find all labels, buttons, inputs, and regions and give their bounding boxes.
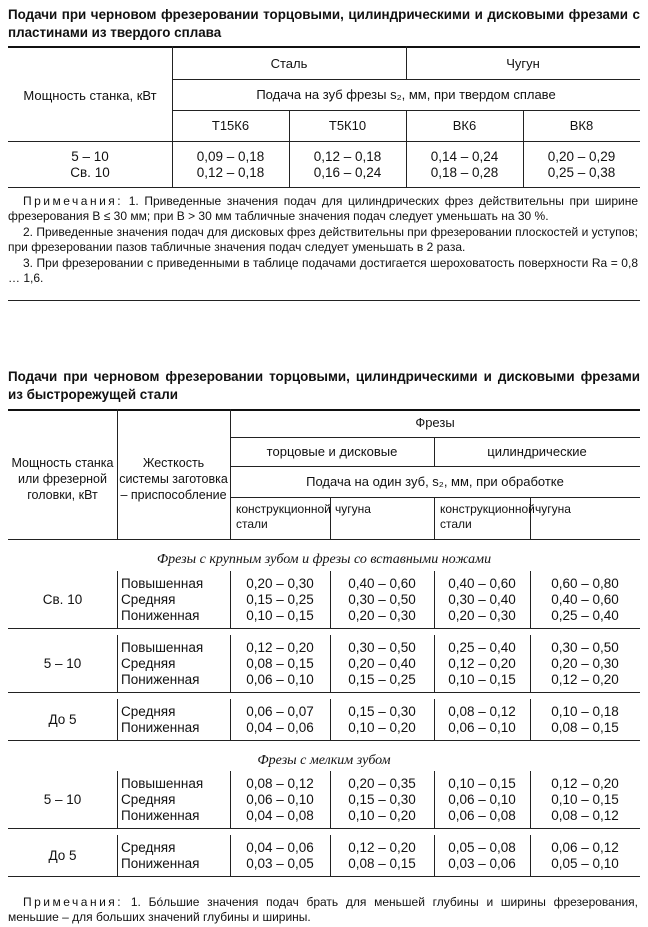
- table2-group-rule: [8, 740, 640, 741]
- notes-label: Примечания:: [23, 194, 124, 208]
- table2-value-cell: 0,10 – 0,15: [448, 776, 516, 791]
- table2-value-cell: 0,10 – 0,15: [246, 608, 314, 623]
- table2-header-castiron: чугуна: [535, 502, 571, 516]
- table1-end-rule: [8, 300, 640, 301]
- table2-value-cell: 0,12 – 0,20: [551, 672, 619, 687]
- table2-value-cell: 0,20 – 0,30: [551, 656, 619, 671]
- table1-top-rule: [8, 46, 640, 48]
- table2-value-cell: 0,06 – 0,10: [246, 792, 314, 807]
- table2-values-column: [330, 640, 434, 688]
- table2-rigidity-cell: Средняя: [121, 704, 176, 719]
- table2-rigidity-cell: Повышенная: [121, 576, 204, 591]
- table2-power-cell: 5 – 10: [43, 656, 82, 671]
- table2-col-line: [117, 571, 118, 628]
- table1-cell: 0,14 – 0,24: [430, 149, 499, 164]
- table2-rigidity-cell: Пониженная: [121, 808, 200, 823]
- table2-header-cylindrical: цилиндрические: [487, 444, 587, 459]
- table2-value-cell: 0,10 – 0,15: [448, 672, 516, 687]
- table2-value-cell: 0,30 – 0,50: [551, 640, 619, 655]
- table2-values-column: [330, 776, 434, 824]
- table2-values-column: [434, 704, 530, 736]
- table2-values-column: [530, 640, 640, 688]
- note-3: 3. При фрезеровании с приведенными в таблице подачами достигается шероховатость поверхности Ra = 0,8 … 1,6.: [8, 255, 638, 286]
- table2-power-cell: Св. 10: [42, 592, 83, 607]
- table2-value-cell: 0,05 – 0,08: [448, 840, 516, 855]
- table2-value-cell: 0,15 – 0,25: [246, 592, 314, 607]
- table1-cell: 0,12 – 0,18: [313, 149, 382, 164]
- table1-cell: Св. 10: [70, 165, 110, 180]
- table1-cell: 0,18 – 0,28: [430, 165, 499, 180]
- table2-values-column: [330, 576, 434, 624]
- table2-value-cell: 0,08 – 0,15: [551, 720, 619, 735]
- table1-bottom-rule: [8, 187, 640, 188]
- table1-title: Подачи при черновом фрезеровании торцовыми, цилиндрическими и дисковыми фрезами с пластинами из твердого сплава: [8, 7, 640, 40]
- table2-values-column: [330, 840, 434, 872]
- table2-rule: [230, 466, 640, 467]
- table2-value-cell: 0,08 – 0,15: [246, 656, 314, 671]
- table2-rigidity-cell: Средняя: [121, 840, 176, 855]
- table2-value-cell: 0,06 – 0,10: [448, 792, 516, 807]
- table2-header-bottom-rule: [8, 539, 640, 540]
- table1-header-steel: Сталь: [270, 56, 308, 71]
- table2-group-rule: [8, 876, 640, 877]
- table2-value-cell: 0,10 – 0,20: [348, 808, 416, 823]
- table2-value-cell: 0,20 – 0,30: [448, 608, 516, 623]
- table2-header-struct-steel: конструкционной стали: [236, 502, 331, 531]
- note-1: 1. Бóльшие значения подач брать для меньшей глубины и ширины фрезерования, меньшие – для больших значений глубины и ширины.: [8, 895, 638, 925]
- table2-header-cutters: Фрезы: [415, 415, 455, 430]
- table2-value-cell: 0,60 – 0,80: [551, 576, 619, 591]
- table2-rigidity-cell: Повышенная: [121, 776, 204, 791]
- table2-values-column: [530, 704, 640, 736]
- note-2: 2. Приведенные значения подач для дисковых фрез действительны при фрезеровании плоскостей и уступов; при фрезеровании пазов табличные значения подач следует уменьшать в 2 раза.: [8, 224, 638, 255]
- table2-rigidity-column: [121, 640, 203, 688]
- table2-rigidity-column: [121, 840, 199, 872]
- table2-value-cell: 0,40 – 0,60: [348, 576, 416, 591]
- table2-rule: [230, 437, 640, 438]
- table2-value-cell: 0,03 – 0,05: [246, 856, 314, 871]
- table2-value-cell: 0,25 – 0,40: [448, 640, 516, 655]
- table1-cell: 0,16 – 0,24: [313, 165, 382, 180]
- table1-grade: ВК8: [569, 118, 594, 133]
- table2-value-cell: 0,06 – 0,08: [448, 808, 516, 823]
- table2-value-cell: 0,12 – 0,20: [246, 640, 314, 655]
- table1-grade: ВК6: [452, 118, 477, 133]
- table1-values-column: [289, 149, 406, 181]
- table2-header-feed: Подача на один зуб, s₂, мм, при обработке: [306, 474, 564, 489]
- table2-value-cell: 0,06 – 0,07: [246, 704, 314, 719]
- table2-value-cell: 0,12 – 0,20: [348, 840, 416, 855]
- table1-header-bottom-rule: [8, 141, 640, 142]
- table2-rigidity-cell: Пониженная: [121, 720, 200, 735]
- section-heading-coarse: Фрезы с крупным зубом и фрезы со вставными ножами: [156, 552, 492, 567]
- table2-value-cell: 0,15 – 0,30: [348, 704, 416, 719]
- table2-value-cell: 0,04 – 0,06: [246, 720, 314, 735]
- table2-values-column: [434, 776, 530, 824]
- table2-values-column: [230, 776, 330, 824]
- table2-header-struct-steel: конструкционной стали: [440, 502, 535, 531]
- table1-cell: 0,09 – 0,18: [196, 149, 265, 164]
- table1-cell: 5 – 10: [71, 149, 109, 164]
- table2-notes: [8, 895, 638, 926]
- table2-rigidity-cell: Средняя: [121, 792, 176, 807]
- section-heading-fine: Фрезы с мелким зубом: [257, 753, 391, 768]
- table1-values-column: [172, 149, 289, 181]
- table2-value-cell: 0,15 – 0,25: [348, 672, 416, 687]
- table2-group-rule: [8, 628, 640, 629]
- table2-value-cell: 0,40 – 0,60: [448, 576, 516, 591]
- table2-value-cell: 0,30 – 0,50: [348, 640, 416, 655]
- table1-header-castiron: Чугун: [506, 56, 540, 71]
- table2-rigidity-cell: Средняя: [121, 656, 176, 671]
- note-1: 1. Приведенные значения подач для цилиндрических фрез действительны при ширине фрезерования B ≤ 30 мм; при B > 30 мм табличные значения подач следует уменьшать на 30 %.: [8, 194, 638, 224]
- table1-cell: 0,12 – 0,18: [196, 165, 265, 180]
- table2-header-castiron: чугуна: [335, 502, 371, 516]
- table2-value-cell: 0,40 – 0,60: [551, 592, 619, 607]
- table2-col-line: [117, 835, 118, 876]
- table2-value-cell: 0,12 – 0,20: [448, 656, 516, 671]
- table2-value-cell: 0,06 – 0,12: [551, 840, 619, 855]
- table2-value-cell: 0,20 – 0,30: [246, 576, 314, 591]
- table2-value-cell: 0,10 – 0,15: [551, 792, 619, 807]
- table2-value-cell: 0,15 – 0,30: [348, 792, 416, 807]
- table2-value-cell: 0,06 – 0,10: [246, 672, 314, 687]
- table1-values-column: [406, 149, 523, 181]
- table2-value-cell: 0,10 – 0,18: [551, 704, 619, 719]
- table2-value-cell: 0,25 – 0,40: [551, 608, 619, 623]
- table2-rule: [230, 497, 640, 498]
- table1-values-column: [523, 149, 640, 181]
- table2-header-face: торцовые и дисковые: [266, 444, 398, 459]
- table2-values-column: [434, 576, 530, 624]
- table2-value-cell: 0,04 – 0,06: [246, 840, 314, 855]
- table2-title: Подачи при черновом фрезеровании торцовыми, цилиндрическими и дисковыми фрезами из быстрорежущей стали: [8, 369, 640, 402]
- table1-grade: Т15К6: [211, 118, 250, 133]
- table2-col-line: [117, 771, 118, 828]
- table2-rigidity-cell: Пониженная: [121, 856, 200, 871]
- table2-power-cell: 5 – 10: [43, 792, 82, 807]
- table2-header-rigidity: Жесткость системы заготовка – приспособление: [119, 456, 228, 502]
- table2-value-cell: 0,20 – 0,30: [348, 608, 416, 623]
- table2-rigidity-cell: Средняя: [121, 592, 176, 607]
- table2-value-cell: 0,08 – 0,12: [551, 808, 619, 823]
- table2-header-power: Мощность станка или фрезерной головки, кВт: [11, 456, 114, 502]
- table2-rigidity-column: [121, 576, 203, 624]
- table2-values-column: [330, 704, 434, 736]
- table2-rigidity-column: [121, 776, 203, 824]
- table1-power-column: [8, 149, 172, 181]
- table2-values-column: [434, 840, 530, 872]
- table2-value-cell: 0,06 – 0,10: [448, 720, 516, 735]
- table1-header-power: Мощность станка, кВт: [23, 88, 157, 103]
- table2-col-line: [117, 699, 118, 740]
- table2-values-column: [230, 704, 330, 736]
- table2-col-line: [117, 635, 118, 692]
- table2-values-column: [434, 640, 530, 688]
- table2-value-cell: 0,12 – 0,20: [551, 776, 619, 791]
- table1-cell: 0,25 – 0,38: [547, 165, 616, 180]
- table1-header-feed: Подача на зуб фрезы s₂, мм, при твердом сплаве: [256, 87, 556, 102]
- table2-values-column: [530, 576, 640, 624]
- table1-notes: [8, 194, 638, 286]
- table2-rigidity-cell: Пониженная: [121, 608, 200, 623]
- table2-rigidity-column: [121, 704, 199, 736]
- table2-value-cell: 0,10 – 0,20: [348, 720, 416, 735]
- table2-values-column: [530, 840, 640, 872]
- table2-value-cell: 0,20 – 0,40: [348, 656, 416, 671]
- table2-value-cell: 0,30 – 0,40: [448, 592, 516, 607]
- table2-value-cell: 0,03 – 0,06: [448, 856, 516, 871]
- table2-top-rule: [8, 409, 640, 411]
- table2-rigidity-cell: Пониженная: [121, 672, 200, 687]
- table2-rigidity-cell: Повышенная: [121, 640, 204, 655]
- table2-values-column: [230, 840, 330, 872]
- table2-value-cell: 0,08 – 0,12: [246, 776, 314, 791]
- table2-group-rule: [8, 828, 640, 829]
- table2-value-cell: 0,30 – 0,50: [348, 592, 416, 607]
- table2-values-column: [530, 776, 640, 824]
- table2-power-cell: До 5: [48, 848, 77, 863]
- table2-group-rule: [8, 692, 640, 693]
- table2-value-cell: 0,08 – 0,15: [348, 856, 416, 871]
- table2-values-column: [230, 576, 330, 624]
- table1-grade: Т5К10: [328, 118, 367, 133]
- table2-value-cell: 0,04 – 0,08: [246, 808, 314, 823]
- table2-power-cell: До 5: [48, 712, 77, 727]
- table1-rule: [172, 79, 640, 80]
- notes-label: Примечания:: [23, 895, 124, 909]
- table2-value-cell: 0,08 – 0,12: [448, 704, 516, 719]
- table2-value-cell: 0,20 – 0,35: [348, 776, 416, 791]
- table2-col-line: [434, 497, 435, 539]
- table2-values-column: [230, 640, 330, 688]
- table1-cell: 0,20 – 0,29: [547, 149, 616, 164]
- table2-value-cell: 0,05 – 0,10: [551, 856, 619, 871]
